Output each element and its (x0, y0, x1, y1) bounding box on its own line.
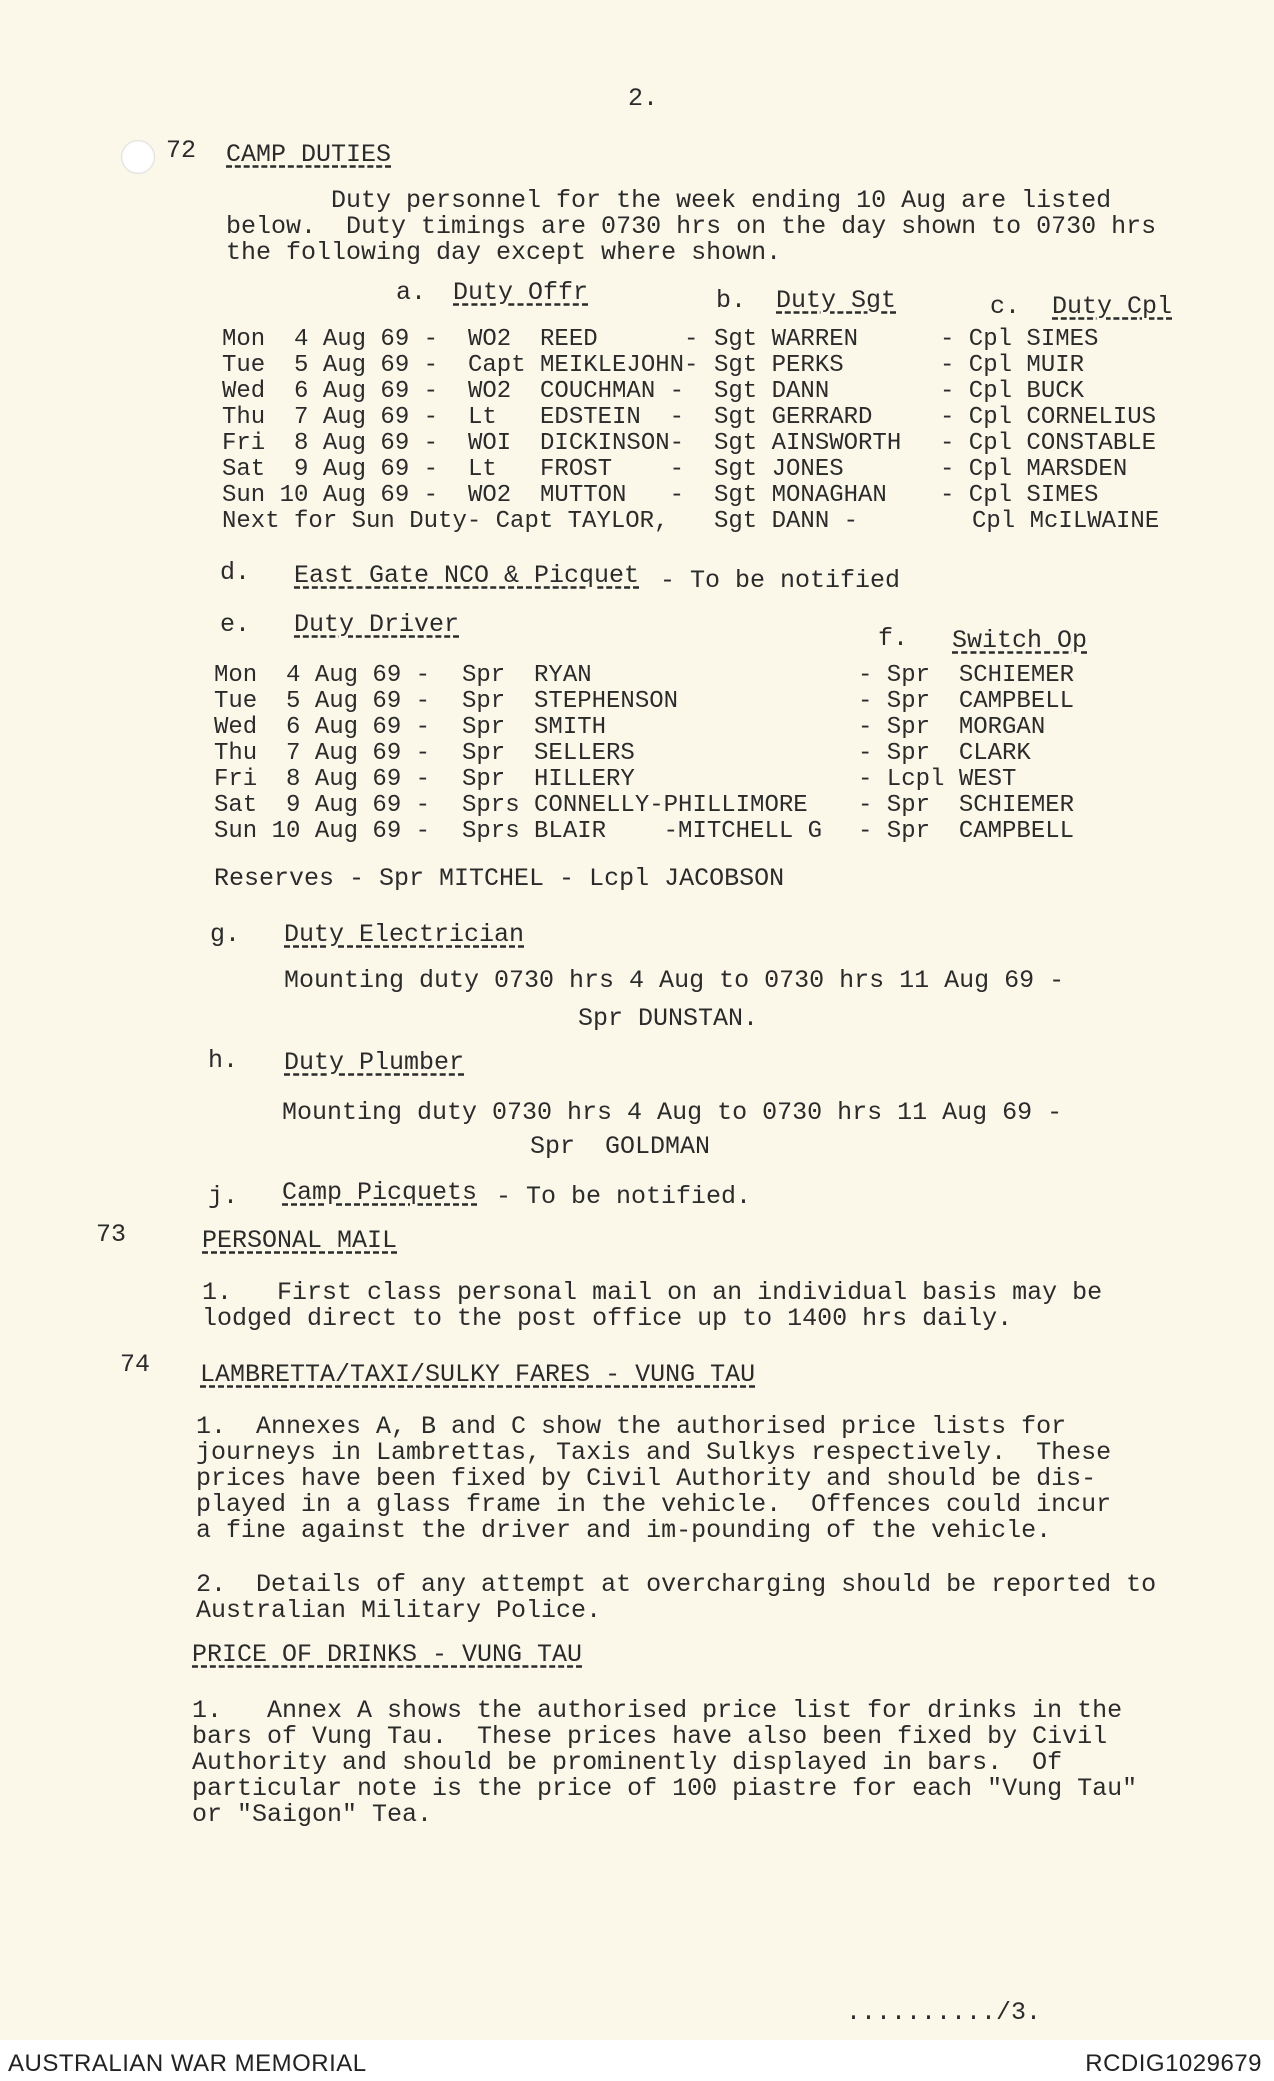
driver-row: Thu 7 Aug 69 - Spr SELLERS - Spr CLARK (214, 740, 1031, 767)
heading-duty-offr: Duty Offr (453, 278, 589, 307)
duty-row: Fri 8 Aug 69 - WOI DICKINSON- Sgt AINSWORTH - Cpl CONSTABLE (222, 430, 1157, 457)
intro-line-1: Duty personnel for the week ending 10 Aug are listed (226, 186, 1112, 215)
section-74-title: LAMBRETTA/TAXI/SULKY FARES - VUNG TAU (200, 1360, 756, 1389)
item-d-text: - To be notified (660, 566, 901, 595)
intro-line-3: the following day except where shown. (226, 238, 782, 267)
drinks-line-5: or "Saigon" Tea. (192, 1800, 433, 1829)
section-74-number: 74 (120, 1350, 151, 1379)
heading-duty-cpl: Duty Cpl (1052, 292, 1173, 321)
item-j-letter: j. (208, 1182, 239, 1211)
next-sunday-row: Next for Sun Duty- Capt TAYLOR, Sgt DANN - Cpl McILWAINE (222, 508, 1160, 535)
fares-para1-line-3: prices have been fixed by Civil Authority and should be dis- (196, 1464, 1097, 1493)
drinks-line-2: bars of Vung Tau. These prices have also been fixed by Civil (192, 1722, 1108, 1751)
fares-para2-line-2: Australian Military Police. (196, 1596, 602, 1625)
item-g-text: Mounting duty 0730 hrs 4 Aug to 0730 hrs 11 Aug 69 - (284, 966, 1065, 995)
item-e-title: Duty Driver (294, 610, 460, 639)
duty-row: Wed 6 Aug 69 - WO2 COUCHMAN - Sgt DANN - Cpl BUCK (222, 378, 1085, 405)
heading-b-letter: b. (716, 286, 747, 315)
item-g-name: Spr DUNSTAN. (578, 1004, 759, 1033)
duty-row: Thu 7 Aug 69 - Lt EDSTEIN - Sgt GERRARD - Cpl CORNELIUS (222, 404, 1157, 431)
item-j-text: - To be notified. (496, 1182, 752, 1211)
reserves-line: Reserves - Spr MITCHEL - Lcpl JACOBSON (214, 864, 785, 893)
item-j-title: Camp Picquets (282, 1178, 478, 1207)
drinks-title: PRICE OF DRINKS - VUNG TAU (192, 1640, 583, 1669)
driver-row: Tue 5 Aug 69 - Spr STEPHENSON - Spr CAMPBELL (214, 688, 1075, 715)
punch-hole (121, 140, 155, 174)
item-g-title: Duty Electrician (284, 920, 525, 949)
section-72-title: CAMP DUTIES (226, 140, 392, 169)
heading-c-letter: c. (990, 292, 1021, 321)
footer-record-id: RCDIG1029679 (1085, 2050, 1262, 2077)
section-72-number: 72 (166, 136, 197, 165)
item-h-letter: h. (208, 1046, 239, 1075)
heading-a-letter: a. (396, 278, 427, 307)
driver-row: Wed 6 Aug 69 - Spr SMITH - Spr MORGAN (214, 714, 1046, 741)
continuation-marker: ........../3. (846, 1998, 1042, 2027)
driver-row: Sat 9 Aug 69 - Sprs CONNELLY-PHILLIMORE - Spr SCHIEMER (214, 792, 1075, 819)
driver-row: Sun 10 Aug 69 - Sprs BLAIR -MITCHELL G - Spr CAMPBELL (214, 818, 1075, 845)
duty-row: Sat 9 Aug 69 - Lt FROST - Sgt JONES - Cpl MARSDEN (222, 456, 1128, 483)
drinks-line-1: 1. Annex A shows the authorised price list for drinks in the (192, 1696, 1123, 1725)
duty-row: Sun 10 Aug 69 - WO2 MUTTON - Sgt MONAGHAN - Cpl SIMES (222, 482, 1099, 509)
item-h-name: Spr GOLDMAN (530, 1132, 711, 1161)
footer-archive-name: AUSTRALIAN WAR MEMORIAL (8, 2050, 367, 2077)
drinks-line-4: particular note is the price of 100 piastre for each "Vung Tau" (192, 1774, 1138, 1803)
fares-para1-line-4: played in a glass frame in the vehicle. Offences could incur (196, 1490, 1112, 1519)
item-h-text: Mounting duty 0730 hrs 4 Aug to 0730 hrs 11 Aug 69 - (282, 1098, 1063, 1127)
duty-row: Tue 5 Aug 69 - Capt MEIKLEJOHN- Sgt PERKS - Cpl MUIR (222, 352, 1085, 379)
drinks-line-3: Authority and should be prominently displayed in bars. Of (192, 1748, 1063, 1777)
fares-para1-line-1: 1. Annexes A, B and C show the authorised price lists for (196, 1412, 1067, 1441)
fares-para2-line-1: 2. Details of any attempt at overcharging should be reported to (196, 1570, 1157, 1599)
mail-line-1: 1. First class personal mail on an individual basis may be (202, 1278, 1103, 1307)
driver-row: Fri 8 Aug 69 - Spr HILLERY - Lcpl WEST (214, 766, 1017, 793)
section-73-title: PERSONAL MAIL (202, 1226, 398, 1255)
item-f-letter: f. (878, 624, 909, 653)
item-f-title: Switch Op (952, 626, 1088, 655)
item-h-title: Duty Plumber (284, 1048, 465, 1077)
driver-row: Mon 4 Aug 69 - Spr RYAN - Spr SCHIEMER (214, 662, 1075, 689)
intro-line-2: below. Duty timings are 0730 hrs on the day shown to 0730 hrs (226, 212, 1157, 241)
duty-row: Mon 4 Aug 69 - WO2 REED - Sgt WARREN - Cpl SIMES (222, 326, 1099, 353)
fares-para1-line-5: a fine against the driver and im-pounding of the vehicle. (196, 1516, 1052, 1545)
page-number: 2. (628, 84, 659, 113)
item-d-letter: d. (220, 558, 251, 587)
fares-para1-line-2: journeys in Lambrettas, Taxis and Sulkys respectively. These (196, 1438, 1112, 1467)
item-d-title: East Gate NCO & Picquet (294, 561, 640, 590)
item-g-letter: g. (210, 920, 241, 949)
heading-duty-sgt: Duty Sgt (776, 286, 897, 315)
item-e-letter: e. (220, 610, 251, 639)
section-73-number: 73 (96, 1220, 127, 1249)
mail-line-2: lodged direct to the post office up to 1400 hrs daily. (202, 1304, 1013, 1333)
